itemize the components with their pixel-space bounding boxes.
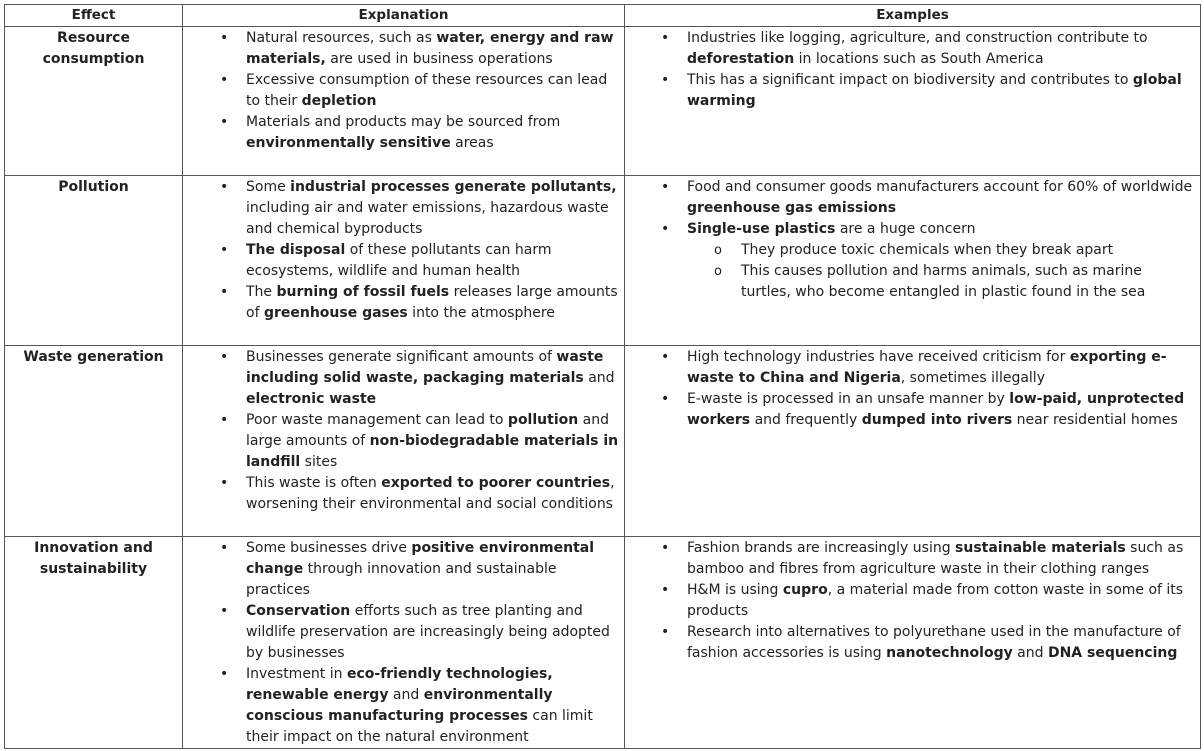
bold-text: depletion bbox=[301, 93, 377, 109]
explanation-item bbox=[246, 664, 620, 748]
text-run: Materials and products may be sourced from bbox=[246, 114, 561, 130]
effect-label-line: sustainability bbox=[39, 561, 148, 577]
explanation-item bbox=[246, 177, 620, 240]
text-run: Excessive consumption of these resources can lead to their bbox=[246, 72, 608, 109]
text-run: Some businesses drive bbox=[246, 540, 412, 556]
text-run: This has a significant impact on biodiversity and contributes to bbox=[687, 72, 1133, 88]
text-run: and bbox=[1012, 645, 1048, 661]
text-run: in locations such as South America bbox=[794, 51, 1044, 67]
text-run: H&M is using bbox=[687, 582, 783, 598]
effect-cell bbox=[5, 346, 183, 537]
text-run: Natural resources, such as bbox=[246, 30, 437, 46]
explanation-cell bbox=[183, 537, 625, 749]
text-run: such as bamboo and fibres from agriculture waste in their clothing ranges bbox=[687, 540, 1184, 577]
text-run: Food and consumer goods manufacturers account for 60% of worldwide bbox=[687, 179, 1193, 195]
text-run: , sometimes illegally bbox=[900, 370, 1045, 386]
text-run: This waste is often bbox=[246, 475, 382, 491]
text-run: releases large amounts of bbox=[246, 284, 618, 321]
example-item bbox=[687, 70, 1194, 112]
bold-text: environmentally sensitive bbox=[246, 135, 451, 151]
bold-text: environmentally conscious manufacturing processes bbox=[246, 687, 553, 724]
table-row bbox=[5, 346, 1201, 537]
bold-text: burning of fossil fuels bbox=[276, 284, 450, 300]
text-run: The bbox=[246, 284, 277, 300]
bold-text: eco-friendly technologies, renewable energy bbox=[246, 666, 553, 703]
bold-text: electronic waste bbox=[246, 391, 377, 407]
text-run: Research into alternatives to polyurethane used in the manufacture of fashion accessories is using bbox=[687, 624, 1181, 661]
explanation-item bbox=[246, 601, 620, 664]
examples-list bbox=[625, 176, 1200, 303]
bold-text: deforestation bbox=[687, 51, 795, 67]
effect-cell bbox=[5, 176, 183, 346]
example-item bbox=[687, 347, 1194, 389]
example-item bbox=[687, 389, 1194, 431]
bold-text: sustainable materials bbox=[955, 540, 1126, 556]
explanation-list bbox=[183, 537, 624, 748]
bold-text: positive environmental change bbox=[246, 540, 595, 577]
examples-list bbox=[625, 537, 1200, 664]
text-run: High technology industries have received criticism for bbox=[687, 349, 1070, 365]
text-run: Industries like logging, agriculture, and construction contribute to bbox=[687, 30, 1148, 46]
bold-text: DNA sequencing bbox=[1047, 645, 1178, 661]
text-run: and frequently bbox=[750, 412, 862, 428]
text-run: are a huge concern bbox=[835, 221, 976, 237]
bold-text: pollution bbox=[507, 412, 579, 428]
text-run: can limit their impact on the natural environment bbox=[246, 708, 593, 745]
table-row bbox=[5, 176, 1201, 346]
example-item bbox=[687, 622, 1194, 664]
text-run: sites bbox=[300, 454, 338, 470]
bold-text: non-biodegradable materials in landfill bbox=[246, 433, 619, 470]
bold-text: The disposal bbox=[246, 242, 346, 258]
explanation-item bbox=[246, 538, 620, 601]
example-subitem: o This causes pollution and harms animals, such as marine turtles, who become entangled in plastic found in the sea bbox=[741, 261, 1194, 303]
bold-text: water, energy and raw materials, bbox=[246, 30, 614, 67]
bold-text: global warming bbox=[687, 72, 1182, 109]
bold-text: nanotechnology bbox=[886, 645, 1013, 661]
text-run: areas bbox=[450, 135, 494, 151]
text-run: through innovation and sustainable practices bbox=[246, 561, 557, 598]
text-run: , worsening their environmental and social conditions bbox=[246, 475, 615, 512]
examples-cell bbox=[625, 537, 1201, 749]
examples-list bbox=[625, 27, 1200, 112]
explanation-item bbox=[246, 282, 620, 324]
text-run: are used in business operations bbox=[325, 51, 553, 67]
bold-text: exporting e-waste to China and Nigeria bbox=[687, 349, 1167, 386]
header-row bbox=[5, 5, 1201, 27]
explanation-list bbox=[183, 27, 624, 154]
bold-text: Single-use plastics bbox=[687, 221, 836, 237]
text-run: near residential homes bbox=[1012, 412, 1178, 428]
explanation-item bbox=[246, 410, 620, 473]
text-run: efforts such as tree planting and wildlife preservation are increasingly being adopted by businesses bbox=[246, 603, 610, 661]
header-explanation: Explanation bbox=[183, 5, 625, 27]
bold-text: industrial processes generate pollutants, bbox=[290, 179, 617, 195]
text-run: into the atmosphere bbox=[407, 305, 555, 321]
bold-text: cupro bbox=[782, 582, 828, 598]
explanation-list bbox=[183, 346, 624, 515]
example-item bbox=[687, 28, 1194, 70]
table-row bbox=[5, 537, 1201, 749]
examples-cell bbox=[625, 176, 1201, 346]
explanation-list bbox=[183, 176, 624, 324]
effect-label-line: Resource bbox=[57, 30, 130, 46]
explanation-item bbox=[246, 240, 620, 282]
bold-text: waste including solid waste, packaging materials bbox=[246, 349, 604, 386]
explanation-item bbox=[246, 112, 620, 154]
text-run: and large amounts of bbox=[246, 412, 609, 449]
examples-cell bbox=[625, 346, 1201, 537]
bold-text: exported to poorer countries bbox=[381, 475, 611, 491]
effect-cell bbox=[5, 27, 183, 176]
effect-label-line: Waste generation bbox=[23, 349, 164, 365]
header-effect: Effect bbox=[5, 5, 183, 27]
example-sublist bbox=[687, 240, 1194, 303]
explanation-item bbox=[246, 347, 620, 410]
environment-effects-table bbox=[4, 4, 1201, 749]
text-run: of these pollutants can harm ecosystems, wildlife and human health bbox=[246, 242, 552, 279]
text-run: Investment in bbox=[246, 666, 347, 682]
text-run: and bbox=[583, 370, 615, 386]
explanation-cell bbox=[183, 27, 625, 176]
effect-cell bbox=[5, 537, 183, 749]
explanation-cell bbox=[183, 176, 625, 346]
example-item bbox=[687, 580, 1194, 622]
text-run: Some bbox=[246, 179, 291, 195]
explanation-cell bbox=[183, 346, 625, 537]
effect-label-line: Innovation and bbox=[34, 540, 153, 556]
bold-text: low-paid, unprotected workers bbox=[687, 391, 1185, 428]
text-run: Fashion brands are increasingly using bbox=[687, 540, 956, 556]
bold-text: greenhouse gases bbox=[263, 305, 408, 321]
example-item bbox=[687, 538, 1194, 580]
text-run: and bbox=[388, 687, 424, 703]
example-subitem: o They produce toxic chemicals when they break apart bbox=[741, 240, 1194, 261]
explanation-item bbox=[246, 473, 620, 515]
explanation-item bbox=[246, 28, 620, 70]
text-run: including air and water emissions, hazardous waste and chemical byproducts bbox=[246, 200, 609, 237]
text-run: Businesses generate significant amounts of bbox=[246, 349, 557, 365]
bold-text: Conservation bbox=[246, 603, 351, 619]
text-run: , a material made from cotton waste in some of its products bbox=[687, 582, 1184, 619]
effect-label-line: Pollution bbox=[58, 179, 129, 195]
bold-text: greenhouse gas emissions bbox=[687, 200, 897, 216]
bold-text: dumped into rivers bbox=[861, 412, 1013, 428]
example-item bbox=[687, 177, 1194, 219]
example-item bbox=[687, 219, 1194, 303]
text-run: Poor waste management can lead to bbox=[246, 412, 508, 428]
effect-label-line: consumption bbox=[42, 51, 145, 67]
explanation-item bbox=[246, 70, 620, 112]
examples-cell bbox=[625, 27, 1201, 176]
table-row bbox=[5, 27, 1201, 176]
text-run: E-waste is processed in an unsafe manner by bbox=[687, 391, 1010, 407]
header-examples: Examples bbox=[625, 5, 1201, 27]
examples-list bbox=[625, 346, 1200, 431]
